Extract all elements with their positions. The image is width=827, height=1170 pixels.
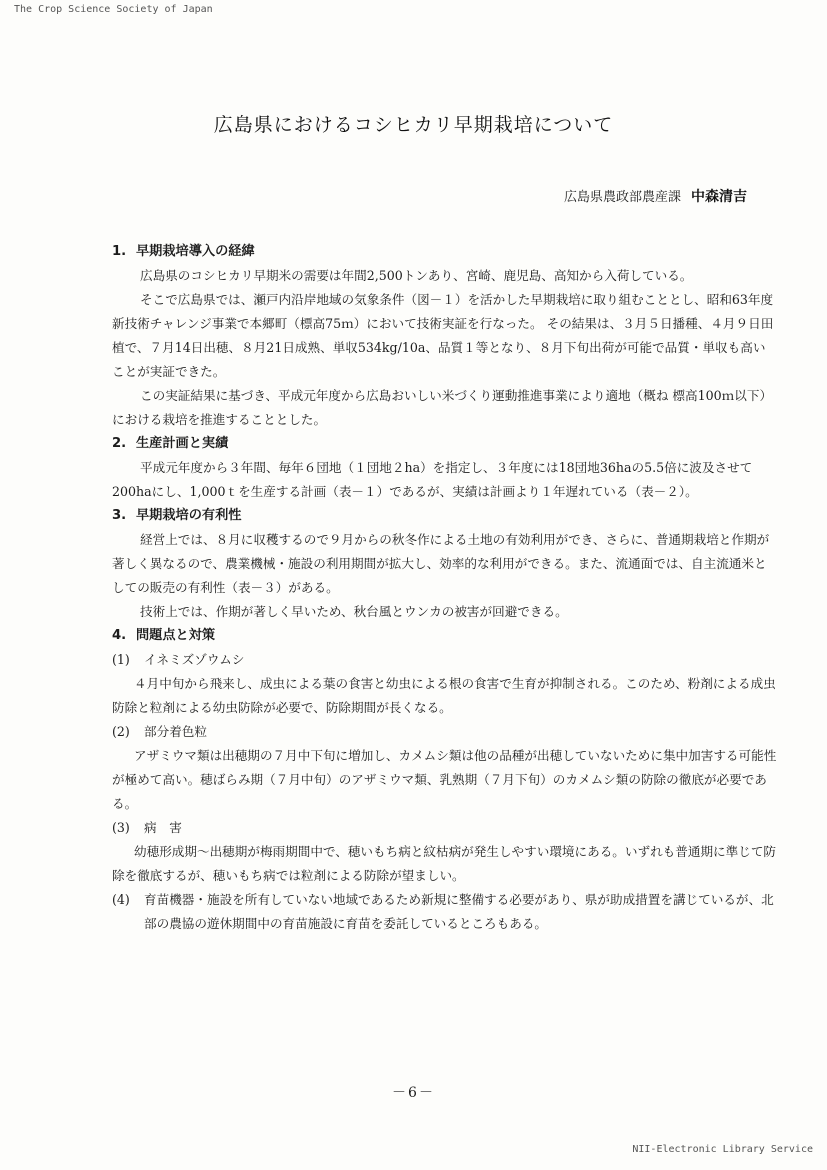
item-number: (3) bbox=[112, 820, 130, 835]
library-footer: NII-Electronic Library Service bbox=[632, 1144, 813, 1155]
item-label: 病 害 bbox=[144, 820, 182, 835]
list-item-text: 幼穂形成期～出穂期が梅雨期間中で、穂いもち病と紋枯病が発生しやすい環境にある。いずれも普通期に準じて防除を徹底するが、穂いもち病では粒剤による防除が望ましい。 bbox=[112, 844, 777, 883]
paragraph: そこで広島県では、瀬戸内沿岸地域の気象条件（図－１）を活かした早期栽培に取り組むこととし、昭和63年度新技術チャレンジ事業で本郷町（標高75ｍ）において技術実証を行なった。 その結果は、３月５日播種、４月９日田植で、７月14日出穂、８月21日成熟、単収534kg/10a、品質１等となり、８月下旬出荷が可能で品質・単収も高いことが実証できた。 bbox=[112, 292, 774, 379]
section-title: 早期栽培導入の経緯 bbox=[136, 244, 255, 259]
list-item-heading bbox=[112, 720, 778, 744]
list-item-text: 育苗機器・施設を所有していない地域であるため新規に整備する必要があり、県が助成措置を講じているが、北部の農協の遊休期間中の育苗施設に育苗を委託しているところもある。 bbox=[144, 892, 774, 931]
list-item-heading bbox=[112, 816, 778, 840]
page-title: 広島県におけるコシヒカリ早期栽培について bbox=[213, 114, 614, 136]
section-number: 2. bbox=[112, 436, 127, 451]
section-heading bbox=[112, 504, 778, 528]
section-heading bbox=[112, 432, 778, 456]
paragraph: 広島県のコシヒカリ早期米の需要は年間2,500トンあり、宮崎、鹿児島、高知から入荷している。 bbox=[140, 268, 693, 283]
item-number: (2) bbox=[112, 724, 130, 739]
section-number: 3. bbox=[112, 508, 127, 523]
author-name: 中森清吉 bbox=[691, 189, 747, 205]
page-number: －6－ bbox=[392, 1085, 435, 1101]
paragraph: この実証結果に基づき、平成元年度から広島おいしい米づくり運動推進事業により適地（概ね 標高100ｍ以下）における栽培を推進することとした。 bbox=[112, 388, 773, 427]
section-title: 早期栽培の有利性 bbox=[136, 508, 242, 523]
section-number: 1. bbox=[112, 244, 127, 259]
item-label: 部分着色粒 bbox=[144, 724, 207, 739]
item-label: イネミズゾウムシ bbox=[144, 652, 245, 667]
author-line bbox=[564, 186, 747, 206]
paragraph: 経営上では、８月に収穫するので９月からの秋冬作による土地の有効利用ができ、さらに、普通期栽培と作期が著しく異なるので、農業機械・施設の利用期間が拡大し、効率的な利用ができる。また、流通面では、自主流通米としての販売の有利性（表－３）がある。 bbox=[112, 532, 770, 595]
list-item-text: アザミウマ類は出穂期の７月中下旬に増加し、カメムシ類は他の品種が出穂していないために集中加害する可能性が極めて高い。穂ばらみ期（７月中旬）のアザミウマ類、乳熟期（７月下旬）のカメムシ類の防除の徹底が必要である。 bbox=[112, 748, 777, 811]
paragraph: 技術上では、作期が著しく早いため、秋台風とウンカの被害が回避できる。 bbox=[140, 604, 568, 619]
section-title: 生産計画と実績 bbox=[136, 436, 229, 451]
list-item bbox=[112, 888, 778, 936]
section-heading bbox=[112, 624, 778, 648]
section-number: 4. bbox=[112, 628, 127, 643]
paragraph: 平成元年度から３年間、毎年６団地（１団地２ha）を指定し、３年度には18団地36haの5.5倍に波及させて200haにし、1,000ｔを生産する計画（表－１）であるが、実績は計画より１年遅れている（表－２）。 bbox=[112, 460, 753, 499]
list-item-text: ４月中旬から飛来し、成虫による葉の食害と幼虫による根の食害で生育が抑制される。このため、粉剤による成虫防除と粒剤による幼虫防除が必要で、防除期間が長くなる。 bbox=[112, 676, 776, 715]
author-affiliation: 広島県農政部農産課 bbox=[563, 190, 681, 205]
section-heading bbox=[112, 240, 778, 264]
journal-header: The Crop Science Society of Japan bbox=[14, 4, 213, 15]
item-number: (1) bbox=[112, 652, 130, 667]
article-body bbox=[112, 240, 778, 936]
item-number: (4) bbox=[112, 892, 130, 907]
section-title: 問題点と対策 bbox=[136, 628, 216, 643]
list-item-heading bbox=[112, 648, 778, 672]
